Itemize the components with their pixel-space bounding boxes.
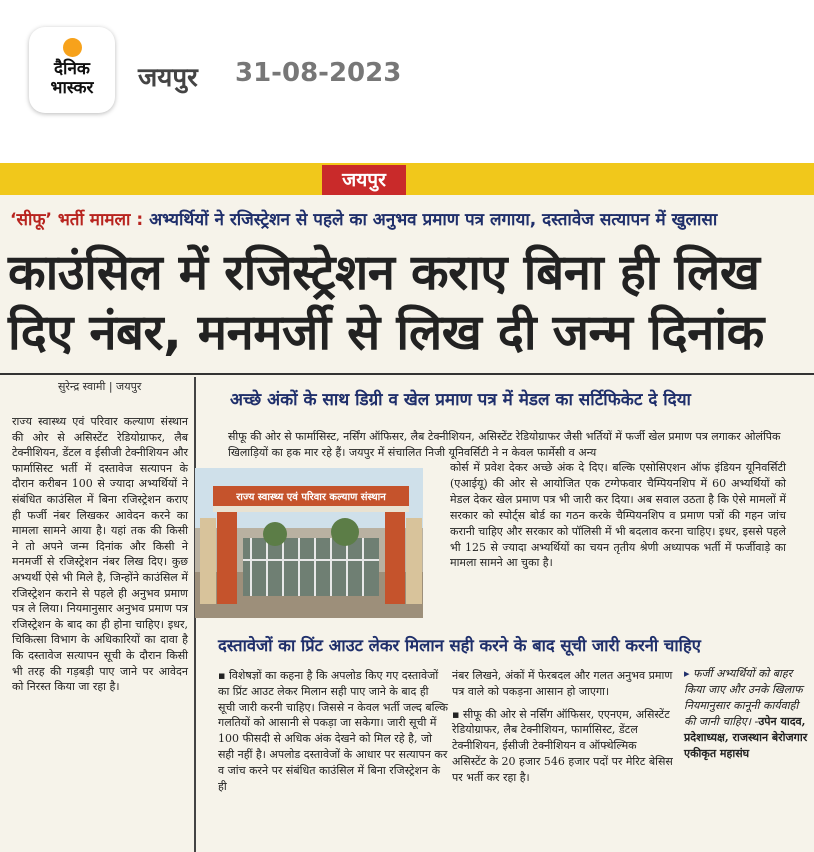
photo-gate-sign: राज्य स्वास्थ्य एवं परिवार कल्याण संस्थान	[236, 492, 386, 503]
section-tag: जयपुर	[322, 165, 406, 195]
logo-text-line1: दैनिक	[54, 59, 90, 79]
logo-text-line2: भास्कर	[50, 78, 94, 98]
app-header	[0, 0, 814, 150]
building-gate-photo	[195, 468, 423, 618]
headline-divider	[0, 373, 814, 375]
second-subheadline: दस्तावेजों का प्रिंट आउट लेकर मिलान सही करने के बाद सूची जारी करनी चाहिए	[218, 636, 701, 655]
subheadline: अच्छे अंकों के साथ डिग्री व खेल प्रमाण पत्र में मेडल का सर्टिफिकेट दे दिया	[230, 390, 691, 410]
intro-paragraph-right: कोर्स में प्रवेश देकर अच्छे अंक दे दिए। बल्कि एसोसिएशन ऑफ इंडियन यूनिवर्सिटी (एआईयू) की ओर से आयोजित एक टग्गेफवार चैम्पियनशिप में 60 अभ्यर्थियों को मेडल देकर खेल प्रमाण पत्र भी जारी कर दिया। अब सवाल उठता है कि ऐसे मामलों में सरकार को स्पोर्ट्स बोर्ड का गठन करके चैम्पियनशिप व प्रमाण पत्रों की गहन जांच करानी चाहिए और सरकार को पॉलिसी में भी बदलाव करना चाहिए। इधर, इससे पहले भी 125 से ज्यादा अभ्यर्थियों का चयन तृतीय श्रेणी अध्यापक भर्ती में फर्जीवाड़े का मामला सामने आ चुका है।	[450, 461, 786, 570]
sun-icon	[63, 38, 82, 57]
bottom-column-1: ▪ विशेषज्ञों का कहना है कि अपलोड किए गए दस्तावेजों का प्रिंट आउट लेकर मिलान सही पाए जाने के बाद ही सूची जारी करनी चाहिए। जिससे न केवल भर्ती जल्द बल्कि गलतियों को आसानी से पकड़ा जा सकेगा। जारी सूची में 100 फीसदी से अधिक अंक देखने को मिल रहे है, जो सही नहीं है। अपलोड दस्तावेजों के आधार पर सत्यापन कर व जांच करने पर संबंधित काउंसिल में बिना रजिस्ट्रेशन के ही	[218, 669, 448, 793]
edition-city[interactable]: जयपुर	[138, 63, 198, 93]
kicker-prefix: ‘सीफू’ भर्ती मामला :	[10, 210, 144, 230]
intro-paragraph-top: सीफू की ओर से फार्मासिस्ट, नर्सिंग ऑफिसर, लैब टेक्नीशियन, असिस्टेंट रेडियोग्राफर जैसी भर्तियों में फर्जी खेल प्रमाण पत्र लगाकर ओलंपिक खिलाड़ियों का हक मार रहे हैं। जयपुर में संचालित निजी यूनिवर्सिटी ने न केवल फार्मेसी व अन्य	[228, 430, 781, 459]
section-band	[0, 163, 814, 195]
byline: सुरेन्द्र स्वामी | जयपुर	[58, 380, 142, 393]
left-column-body: राज्य स्वास्थ्य एवं परिवार कल्याण संस्थान की ओर से असिस्टेंट रेडियोग्राफर, लैब टेक्नीशियन, डेंटल व ईसीजी टेक्नीशियन और फार्मासिस्ट भर्ती में दस्तावेज सत्यापन के दौरान करीबन 100 से ज्यादा अभ्यर्थियों ने संबंधित काउंसिल में बिना रजिस्ट्रेशन कराए ही फर्जी नंबर लिखकर आवेदन करने का मामला सामने आया है। यहां तक की किसी ने तो अपने जन्म दिनांक और किसी ने मनमर्जी से रजिस्ट्रेशन नंबर लिख दिए। कुछ अभ्यर्थी ऐसे भी मिले है, जिन्होंने काउंसिल में रजिस्ट्रेशन कराने से पहले ही अनुभव प्रमाण पत्र ले लिया। नियमानुसार अनुभव प्रमाण पत्र रजिस्ट्रेशन के बाद का ही होना चाहिए। इधर, चिकित्सा विभाग के अधिकारियों का दावा है कि दस्तावेज सत्यापन सूची के दौरान किसी भी तरह की गड़बड़ी पाए जाने पर आवेदन को निरस्त किया जा रहा है।	[12, 415, 188, 694]
dainik-bhaskar-logo[interactable]	[29, 27, 115, 113]
article-headline: काउंसिल में रजिस्ट्रेशन कराए बिना ही लिख दिए नंबर, मनमर्जी से लिख दी जन्म दिनांक	[8, 244, 764, 361]
kicker-text: अभ्यर्थियों ने रजिस्ट्रेशन से पहले का अनुभव प्रमाण पत्र लगाया, दस्तावेज सत्यापन में खुलासा	[143, 210, 718, 230]
column-2-paragraph-2: ▪ सीफू की ओर से नर्सिंग ऑफिसर, एएनएम, असिस्टेंट रेडियोग्राफर, लैब टेक्नीशियन, फार्मासिस्ट, डेंटल टेक्नीशियन, ईसीजी टेक्नीशियन व ऑफ्थेल्मिक असिस्टेंट के 20 हजार 546 हजार पदों पर मेरिट बेसिस पर भर्ती कर रहा है।	[452, 707, 673, 784]
edition-date[interactable]: 31-08-2023	[235, 58, 402, 88]
newspaper-clipping	[0, 163, 814, 852]
quote-text: फर्जी अभ्यर्थियों को बाहर किया जाए और उनके खिलाफ नियमानुसार कानूनी कार्यवाही की जानी चाहिए। -	[684, 667, 803, 728]
pull-quote	[684, 666, 810, 762]
quote-marker-icon: ▸	[684, 667, 694, 680]
kicker-line	[10, 207, 810, 230]
quote-attribution: उपेन यादव, प्रदेशाध्यक्ष, राजस्थान बेरोजगार एकीकृत महासंघ	[684, 715, 808, 760]
bottom-column-2	[452, 668, 674, 793]
column-2-paragraph-1: नंबर लिखने, अंकों में फेरबदल और गलत अनुभव प्रमाण पत्र वाले को पकड़ना आसान हो जाएगा।	[452, 669, 673, 698]
